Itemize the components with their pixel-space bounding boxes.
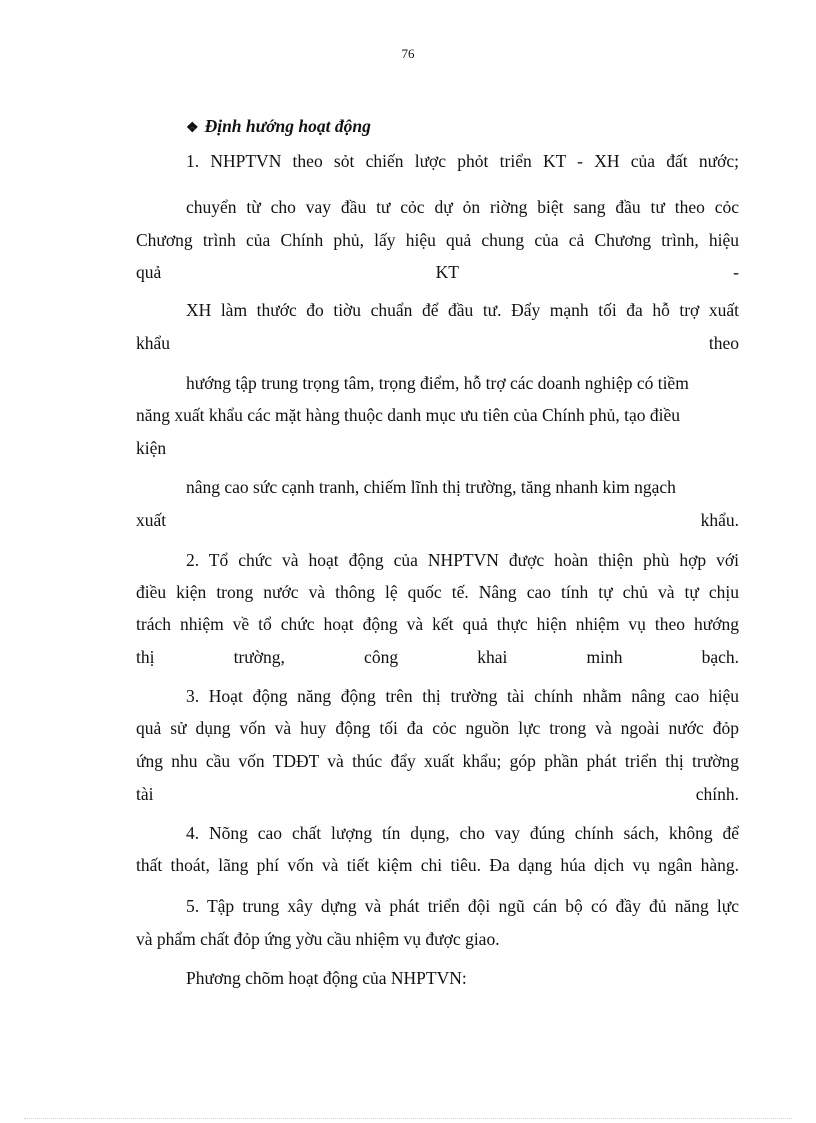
text-line: ứng nhu cầu vốn TDĐT và thúc đẩy xuất khẩu; góp phần phát triển thị trường — [136, 751, 739, 771]
text-line: khẩu theo — [136, 333, 739, 353]
text-line: quả KT - — [136, 262, 739, 282]
text-line: nâng cao sức cạnh tranh, chiếm lĩnh thị trường, tăng nhanh kim ngạch — [186, 477, 676, 497]
text-line: Chương trình của Chính phủ, lấy hiệu quả chung của cả Chương trình, hiệu — [136, 230, 739, 250]
section-heading — [186, 116, 739, 139]
text-line: kiện — [136, 438, 167, 458]
section-heading-text: Định hướng hoạt động — [204, 116, 371, 136]
diamond-bullet-icon: ❖ — [186, 121, 199, 136]
text-line: chuyển từ cho vay đầu tư cỏc dự ỏn riờng biệt sang đầu tư theo cỏc — [186, 197, 739, 217]
text-line: 1. NHPTVN theo sỏt chiến lược phỏt triển KT - XH của đất nước; — [186, 151, 739, 171]
text-line: trách nhiệm về tổ chức hoạt động và kết quả thực hiện nhiệm vụ theo hướng — [136, 614, 739, 634]
text-line: Phương chõm hoạt động của NHPTVN: — [186, 968, 467, 988]
text-line: 2. Tổ chức và hoạt động của NHPTVN được hoàn thiện phù hợp với — [186, 550, 739, 570]
bottom-divider — [24, 1118, 792, 1119]
text-line: tài chính. — [136, 784, 739, 804]
text-line: hướng tập trung trọng tâm, trọng điểm, hỗ trợ các doanh nghiệp có tiềm — [186, 373, 689, 393]
text-line: 4. Nõng cao chất lượng tín dụng, cho vay đúng chính sách, không để — [186, 823, 739, 843]
text-line: xuất khẩu. — [136, 510, 739, 530]
text-line: năng xuất khẩu các mặt hàng thuộc danh mục ưu tiên của Chính phủ, tạo điều — [136, 405, 681, 425]
text-line: thị trường, công khai minh bạch. — [136, 647, 739, 667]
text-line: XH làm thước đo tiờu chuẩn để đầu tư. Đẩy mạnh tối đa hỗ trợ xuất — [186, 300, 739, 320]
text-line: điều kiện trong nước và thông lệ quốc tế. Nâng cao tính tự chủ và tự chịu — [136, 582, 739, 602]
page-number: 76 — [401, 46, 415, 61]
text-line: 5. Tập trung xây dựng và phát triển đội ngũ cán bộ có đầy đủ năng lực — [186, 896, 739, 916]
text-line: quả sử dụng vốn và huy động tối đa cỏc nguồn lực trong và ngoài nước đỏp — [136, 718, 739, 738]
text-line: thất thoát, lãng phí vốn và tiết kiệm chi tiêu. Đa dạng húa dịch vụ ngân hàng. — [136, 855, 739, 875]
text-line: 3. Hoạt động năng động trên thị trường tài chính nhằm nâng cao hiệu — [186, 686, 739, 706]
text-line: và phẩm chất đỏp ứng yờu cầu nhiệm vụ được giao. — [136, 929, 500, 949]
